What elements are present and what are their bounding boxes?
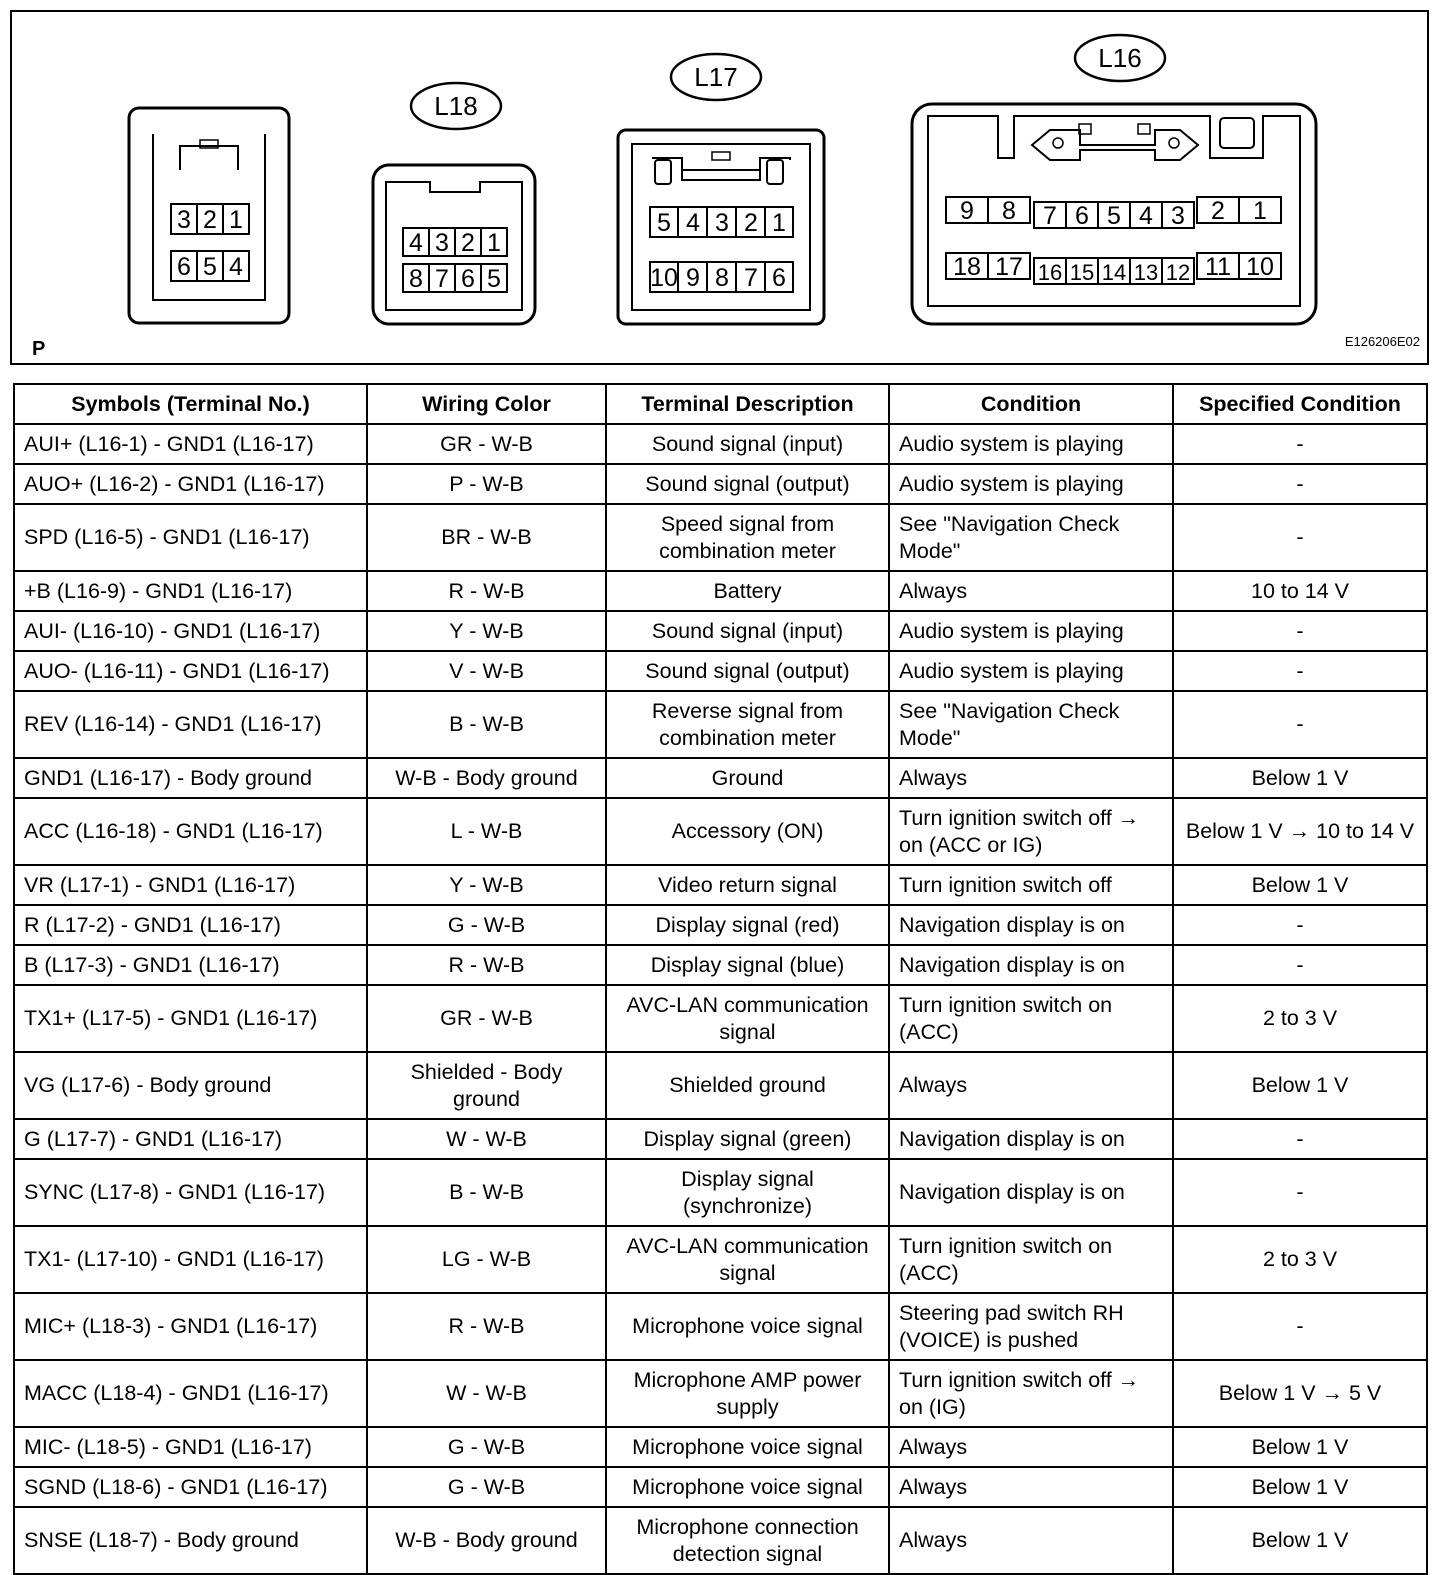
pin-label: 6	[461, 265, 475, 293]
table-row	[14, 1360, 1427, 1427]
pin-label: 2	[1211, 197, 1225, 225]
cell-wiring-color: G - W-B	[367, 1427, 606, 1467]
cell-symbol: AUO- (L16-11) - GND1 (L16-17)	[14, 651, 367, 691]
table-row	[14, 504, 1427, 571]
pin-label: 5	[657, 209, 671, 237]
cell-description: Display signal (green)	[606, 1119, 889, 1159]
cell-specified: Below 1 V	[1173, 758, 1427, 798]
cell-symbol: REV (L16-14) - GND1 (L16-17)	[14, 691, 367, 758]
pin-label: 4	[409, 229, 423, 257]
header-terminal-description: Terminal Description	[606, 384, 889, 424]
cell-specified: 2 to 3 V	[1173, 1226, 1427, 1293]
cell-condition: Turn ignition switch on (ACC)	[889, 985, 1173, 1052]
cell-symbol: SNSE (L18-7) - Body ground	[14, 1507, 367, 1574]
cell-wiring-color: Y - W-B	[367, 611, 606, 651]
pin-label: 4	[1139, 202, 1153, 230]
cell-wiring-color: L - W-B	[367, 798, 606, 865]
cell-symbol: SPD (L16-5) - GND1 (L16-17)	[14, 504, 367, 571]
cell-specified: -	[1173, 1159, 1427, 1226]
cell-symbol: SGND (L18-6) - GND1 (L16-17)	[14, 1467, 367, 1507]
cell-condition: Audio system is playing	[889, 464, 1173, 504]
cell-symbol: ACC (L16-18) - GND1 (L16-17)	[14, 798, 367, 865]
figure-code: E126206E02	[1344, 334, 1420, 349]
cell-specified: Below 1 V → 5 V	[1173, 1360, 1427, 1427]
cell-symbol: TX1+ (L17-5) - GND1 (L16-17)	[14, 985, 367, 1052]
cell-condition: Always	[889, 1507, 1173, 1574]
table-row	[14, 985, 1427, 1052]
cell-symbol: TX1- (L17-10) - GND1 (L16-17)	[14, 1226, 367, 1293]
cell-condition: Navigation display is on	[889, 1159, 1173, 1226]
cell-symbol: AUI+ (L16-1) - GND1 (L16-17)	[14, 424, 367, 464]
cell-description: AVC-LAN communication signal	[606, 1226, 889, 1293]
cell-symbol: MIC+ (L18-3) - GND1 (L16-17)	[14, 1293, 367, 1360]
pin-label: 5	[487, 265, 501, 293]
cell-symbol: AUI- (L16-10) - GND1 (L16-17)	[14, 611, 367, 651]
pin-label: 18	[953, 253, 981, 281]
cell-specified: -	[1173, 651, 1427, 691]
cell-wiring-color: W-B - Body ground	[367, 1507, 606, 1574]
table-row	[14, 1119, 1427, 1159]
connector-label: L18	[434, 91, 478, 121]
cell-condition: Navigation display is on	[889, 945, 1173, 985]
pin-label: 8	[715, 264, 729, 292]
pin-label: 8	[1002, 197, 1016, 225]
connector-6pin	[129, 108, 289, 323]
terminal-spec-table	[13, 383, 1428, 1575]
cell-specified: Below 1 V	[1173, 865, 1427, 905]
cell-description: Display signal (red)	[606, 905, 889, 945]
cell-condition: Navigation display is on	[889, 1119, 1173, 1159]
cell-description: Microphone voice signal	[606, 1293, 889, 1360]
table-row	[14, 1159, 1427, 1226]
cell-condition: Steering pad switch RH (VOICE) is pushed	[889, 1293, 1173, 1360]
cell-wiring-color: GR - W-B	[367, 424, 606, 464]
pin-label: 5	[1107, 202, 1121, 230]
table-row	[14, 1226, 1427, 1293]
table-row	[14, 865, 1427, 905]
header-wiring-color: Wiring Color	[367, 384, 606, 424]
table-row	[14, 905, 1427, 945]
pin-label: 7	[1043, 202, 1057, 230]
cell-wiring-color: GR - W-B	[367, 985, 606, 1052]
header-specified-condition: Specified Condition	[1173, 384, 1427, 424]
cell-condition: Turn ignition switch off → on (IG)	[889, 1360, 1173, 1427]
header-condition: Condition	[889, 384, 1173, 424]
cell-condition: Always	[889, 1467, 1173, 1507]
cell-wiring-color: W - W-B	[367, 1360, 606, 1427]
cell-wiring-color: G - W-B	[367, 1467, 606, 1507]
connector-label: L17	[694, 62, 738, 92]
cell-description: Reverse signal from combination meter	[606, 691, 889, 758]
cell-description: Ground	[606, 758, 889, 798]
cell-wiring-color: LG - W-B	[367, 1226, 606, 1293]
cell-specified: -	[1173, 1119, 1427, 1159]
connector-label: L16	[1098, 43, 1142, 73]
cell-description: Video return signal	[606, 865, 889, 905]
cell-wiring-color: Shielded - Body ground	[367, 1052, 606, 1119]
cell-condition: Navigation display is on	[889, 905, 1173, 945]
cell-wiring-color: G - W-B	[367, 905, 606, 945]
pin-label: 1	[487, 229, 501, 257]
pin-label: 17	[995, 253, 1023, 281]
table-row	[14, 945, 1427, 985]
cell-description: Microphone voice signal	[606, 1427, 889, 1467]
cell-specified: 10 to 14 V	[1173, 571, 1427, 611]
table-header-row	[14, 384, 1427, 424]
cell-condition: See "Navigation Check Mode"	[889, 504, 1173, 571]
cell-description: Display signal (synchronize)	[606, 1159, 889, 1226]
cell-description: Sound signal (output)	[606, 651, 889, 691]
cell-condition: Turn ignition switch off	[889, 865, 1173, 905]
pin-label: 3	[1171, 202, 1185, 230]
pin-label: 9	[686, 264, 700, 292]
cell-specified: -	[1173, 945, 1427, 985]
cell-condition: Always	[889, 1427, 1173, 1467]
pin-label: 6	[1075, 202, 1089, 230]
cell-symbol: MIC- (L18-5) - GND1 (L16-17)	[14, 1427, 367, 1467]
pin-label: 1	[229, 206, 243, 234]
pin-label: 4	[686, 209, 700, 237]
cell-condition: Audio system is playing	[889, 611, 1173, 651]
cell-symbol: AUO+ (L16-2) - GND1 (L16-17)	[14, 464, 367, 504]
cell-wiring-color: W-B - Body ground	[367, 758, 606, 798]
cell-condition: Audio system is playing	[889, 424, 1173, 464]
cell-description: Accessory (ON)	[606, 798, 889, 865]
table-row	[14, 1293, 1427, 1360]
pin-label: 7	[744, 264, 758, 292]
cell-specified: -	[1173, 464, 1427, 504]
cell-specified: -	[1173, 424, 1427, 464]
pin-label: 15	[1069, 260, 1095, 285]
cell-symbol: B (L17-3) - GND1 (L16-17)	[14, 945, 367, 985]
cell-condition: Turn ignition switch on (ACC)	[889, 1226, 1173, 1293]
table-row	[14, 424, 1427, 464]
cell-wiring-color: W - W-B	[367, 1119, 606, 1159]
cell-description: Microphone AMP power supply	[606, 1360, 889, 1427]
pin-label: 4	[229, 253, 243, 281]
pin-label: 8	[409, 265, 423, 293]
connector-diagram	[10, 10, 1430, 366]
cell-condition: Always	[889, 1052, 1173, 1119]
cell-description: AVC-LAN communication signal	[606, 985, 889, 1052]
connector-diagram-svg	[10, 10, 1430, 366]
cell-symbol: SYNC (L17-8) - GND1 (L16-17)	[14, 1159, 367, 1226]
cell-wiring-color: R - W-B	[367, 945, 606, 985]
cell-specified: -	[1173, 504, 1427, 571]
cell-symbol: VR (L17-1) - GND1 (L16-17)	[14, 865, 367, 905]
table-row	[14, 464, 1427, 504]
table-row	[14, 1507, 1427, 1574]
cell-condition: Always	[889, 758, 1173, 798]
pin-label: 3	[177, 206, 191, 234]
table-row	[14, 691, 1427, 758]
table-row	[14, 651, 1427, 691]
cell-symbol: GND1 (L16-17) - Body ground	[14, 758, 367, 798]
cell-specified: Below 1 V	[1173, 1507, 1427, 1574]
cell-description: Sound signal (input)	[606, 424, 889, 464]
cell-wiring-color: BR - W-B	[367, 504, 606, 571]
cell-description: Display signal (blue)	[606, 945, 889, 985]
table-row	[14, 1467, 1427, 1507]
table-row	[14, 798, 1427, 865]
pin-label: 6	[177, 253, 191, 281]
cell-specified: -	[1173, 691, 1427, 758]
pin-label: 9	[960, 197, 974, 225]
table-row	[14, 758, 1427, 798]
cell-specified: Below 1 V	[1173, 1467, 1427, 1507]
cell-description: Microphone voice signal	[606, 1467, 889, 1507]
table-row	[14, 571, 1427, 611]
pin-label: 7	[435, 265, 449, 293]
pin-label: 14	[1101, 260, 1127, 285]
cell-wiring-color: R - W-B	[367, 1293, 606, 1360]
cell-condition: Audio system is playing	[889, 651, 1173, 691]
cell-wiring-color: P - W-B	[367, 464, 606, 504]
cell-specified: -	[1173, 1293, 1427, 1360]
cell-specified: Below 1 V	[1173, 1052, 1427, 1119]
cell-wiring-color: Y - W-B	[367, 865, 606, 905]
cell-symbol: +B (L16-9) - GND1 (L16-17)	[14, 571, 367, 611]
cell-description: Sound signal (input)	[606, 611, 889, 651]
pin-label: 10	[650, 264, 678, 292]
cell-wiring-color: R - W-B	[367, 571, 606, 611]
cell-wiring-color: V - W-B	[367, 651, 606, 691]
cell-specified: 2 to 3 V	[1173, 985, 1427, 1052]
table-row	[14, 1427, 1427, 1467]
cell-description: Shielded ground	[606, 1052, 889, 1119]
cell-specified: -	[1173, 611, 1427, 651]
cell-wiring-color: B - W-B	[367, 1159, 606, 1226]
pin-label: 16	[1037, 260, 1063, 285]
cell-description: Sound signal (output)	[606, 464, 889, 504]
pin-label: 3	[715, 209, 729, 237]
pin-label: 3	[435, 229, 449, 257]
cell-specified: Below 1 V → 10 to 14 V	[1173, 798, 1427, 865]
pin-label: 1	[772, 209, 786, 237]
cell-symbol: G (L17-7) - GND1 (L16-17)	[14, 1119, 367, 1159]
cell-wiring-color: B - W-B	[367, 691, 606, 758]
cell-symbol: VG (L17-6) - Body ground	[14, 1052, 367, 1119]
cell-specified: -	[1173, 905, 1427, 945]
cell-condition: Turn ignition switch off → on (ACC or IG)	[889, 798, 1173, 865]
cell-specified: Below 1 V	[1173, 1427, 1427, 1467]
cell-symbol: R (L17-2) - GND1 (L16-17)	[14, 905, 367, 945]
pin-label: 2	[744, 209, 758, 237]
pin-label: 1	[1253, 197, 1267, 225]
table-row	[14, 611, 1427, 651]
pin-label: 2	[203, 206, 217, 234]
pin-label: 2	[461, 229, 475, 257]
pin-label: 10	[1246, 253, 1274, 281]
pin-label: 13	[1133, 260, 1159, 285]
cell-symbol: MACC (L18-4) - GND1 (L16-17)	[14, 1360, 367, 1427]
table-row	[14, 1052, 1427, 1119]
cell-condition: See "Navigation Check Mode"	[889, 691, 1173, 758]
cell-description: Speed signal from combination meter	[606, 504, 889, 571]
pin-label: 6	[772, 264, 786, 292]
cell-description: Microphone connection detection signal	[606, 1507, 889, 1574]
view-label: P	[32, 338, 46, 360]
cell-description: Battery	[606, 571, 889, 611]
cell-condition: Always	[889, 571, 1173, 611]
pin-label: 5	[203, 253, 217, 281]
header-symbols: Symbols (Terminal No.)	[14, 384, 367, 424]
pin-label: 12	[1165, 260, 1191, 285]
pin-label: 11	[1205, 253, 1231, 281]
